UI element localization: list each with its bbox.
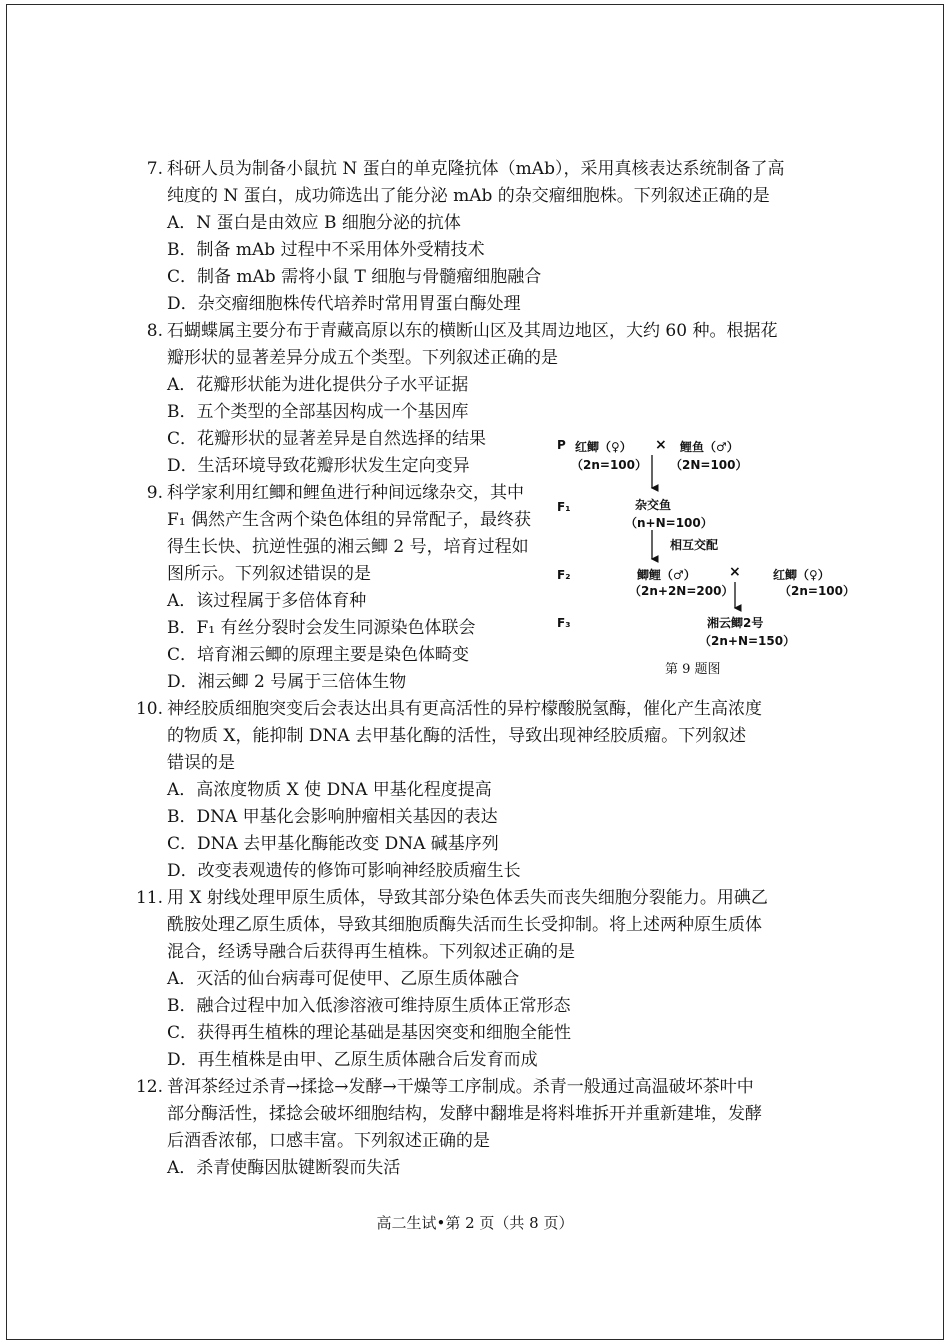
question-stem-line: 后酒香浓郁，口感丰富。下列叙述正确的是: [167, 1131, 490, 1151]
f3-name: 湘云鲫2号: [707, 616, 764, 630]
question-stem-line: 用 X 射线处理甲原生质体，导致其部分染色体丢失而丧失细胞分裂能力。用碘乙: [167, 888, 768, 908]
question-stem-line: 的物质 X，能抑制 DNA 去甲基化酶的活性，导致出现神经胶质瘤。下列叙述: [167, 726, 747, 746]
question-stem-line: 得生长快、抗逆性强的湘云鲫 2 号，培育过程如: [167, 537, 529, 557]
option-d: D．杂交瘤细胞株传代培养时常用胃蛋白酶处理: [167, 294, 521, 314]
question-stem-line: 部分酶活性，揉捻会破坏细胞结构，发酵中翻堆是将料堆拆开并重新建堆，发酵: [167, 1104, 762, 1124]
question-stem-line: 纯度的 N 蛋白，成功筛选出了能分泌 mAb 的杂交瘤细胞株。下列叙述正确的是: [167, 186, 770, 206]
parent-female: 红鲫（♀）: [575, 440, 632, 454]
option-d: D．湘云鲫 2 号属于三倍体生物: [167, 672, 407, 692]
option-a: A．高浓度物质 X 使 DNA 甲基化程度提高: [167, 780, 492, 800]
option-a: A．N 蛋白是由效应 B 细胞分泌的抗体: [167, 213, 461, 233]
question-stem-line: 错误的是: [167, 753, 235, 773]
question-stem-line: 科学家利用红鲫和鲤鱼进行种间远缘杂交，其中: [167, 483, 524, 503]
option-d: D．生活环境导致花瓣形状发生定向变异: [167, 456, 470, 476]
question-10: [125, 696, 825, 885]
f1-name: 杂交鱼: [635, 498, 672, 512]
question-7: [125, 156, 825, 318]
pedigree-arrows: [555, 436, 855, 686]
question-stem-line: 图所示。下列叙述错误的是: [167, 564, 371, 584]
option-b: B．融合过程中加入低渗溶液可维持原生质体正常形态: [167, 996, 571, 1016]
option-c: C．DNA 去甲基化酶能改变 DNA 碱基序列: [167, 834, 499, 854]
question-stem-line: 普洱茶经过杀青→揉捻→发酵→干燥等工序制成。杀青一般通过高温破坏茶叶中: [167, 1077, 754, 1097]
option-c: C．获得再生植株的理论基础是基因突变和细胞全能性: [167, 1023, 572, 1043]
option-a: A．杀青使酶因肽键断裂而失活: [167, 1158, 401, 1178]
generation-label-f3: F₃: [557, 616, 571, 630]
option-b: B．制备 mAb 过程中不采用体外受精技术: [167, 240, 485, 260]
parent-male: 鲤鱼（♂）: [680, 440, 739, 454]
option-b: B．DNA 甲基化会影响肿瘤相关基因的表达: [167, 807, 498, 827]
option-b: B．F₁ 有丝分裂时会发生同源染色体联会: [167, 618, 476, 638]
question-stem-line: F₁ 偶然产生含两个染色体组的异常配子，最终获: [167, 510, 532, 530]
f1-chromosomes: （n+N=100）: [625, 516, 713, 530]
option-a: A．灭活的仙台病毒可促使甲、乙原生质体融合: [167, 969, 520, 989]
f2-partner: 红鲫（♀）: [773, 568, 830, 582]
cross-symbol: ×: [655, 437, 667, 453]
question-stem-line: 石蝴蝶属主要分布于青藏高原以东的横断山区及其周边地区，大约 60 种。根据花: [167, 321, 778, 341]
question-9-figure: [555, 436, 855, 686]
question-stem-line: 混合，经诱导融合后获得再生植株。下列叙述正确的是: [167, 942, 575, 962]
question-number: 9.: [146, 483, 163, 503]
question-number: 8.: [146, 321, 163, 341]
question-number: 12.: [135, 1077, 163, 1097]
generation-label-p: P: [557, 438, 566, 452]
option-c: C．制备 mAb 需将小鼠 T 细胞与骨髓瘤细胞融合: [167, 267, 542, 287]
question-stem-line: 神经胶质细胞突变后会表达出具有更高活性的异柠檬酸脱氢酶，催化产生高浓度: [167, 699, 762, 719]
option-b: B．五个类型的全部基因构成一个基因库: [167, 402, 469, 422]
generation-label-f1: F₁: [557, 500, 571, 514]
f2-name: 鲫鲤（♂）: [637, 568, 696, 582]
page-footer: 高二生试•第 2 页（共 8 页）: [376, 1214, 574, 1232]
question-number: 10.: [135, 699, 163, 719]
question-stem-line: 科研人员为制备小鼠抗 N 蛋白的单克隆抗体（mAb），采用真核表达系统制备了高: [167, 159, 785, 179]
f3-chromosomes: （2n+N=150）: [699, 634, 796, 648]
option-c: C．花瓣形状的显著差异是自然选择的结果: [167, 429, 487, 449]
question-stem-line: 酰胺处理乙原生质体，导致其细胞质酶失活而生长受抑制。将上述两种原生质体: [167, 915, 762, 935]
cross-symbol: ×: [729, 564, 741, 580]
f2-partner-chromosomes: （2n=100）: [779, 584, 855, 598]
question-number: 7.: [146, 159, 163, 179]
parent-male-chromosomes: （2N=100）: [670, 458, 748, 472]
f1-step-label: 相互交配: [670, 538, 719, 552]
figure-caption: 第 9 题图: [665, 662, 721, 677]
question-11: [125, 885, 825, 1074]
option-a: A．花瓣形状能为进化提供分子水平证据: [167, 375, 469, 395]
option-a: A．该过程属于多倍体育种: [167, 591, 367, 611]
generation-label-f2: F₂: [557, 568, 571, 582]
question-12: [125, 1074, 825, 1182]
option-d: D．改变表观遗传的修饰可影响神经胶质瘤生长: [167, 861, 521, 881]
question-stem-line: 瓣形状的显著差异分成五个类型。下列叙述正确的是: [167, 348, 558, 368]
option-d: D．再生植株是由甲、乙原生质体融合后发育而成: [167, 1050, 538, 1070]
f2-chromosomes: （2n+2N=200）: [629, 584, 734, 598]
parent-female-chromosomes: （2n=100）: [571, 458, 647, 472]
option-c: C．培育湘云鲫的原理主要是染色体畸变: [167, 645, 470, 665]
question-number: 11.: [135, 888, 163, 908]
